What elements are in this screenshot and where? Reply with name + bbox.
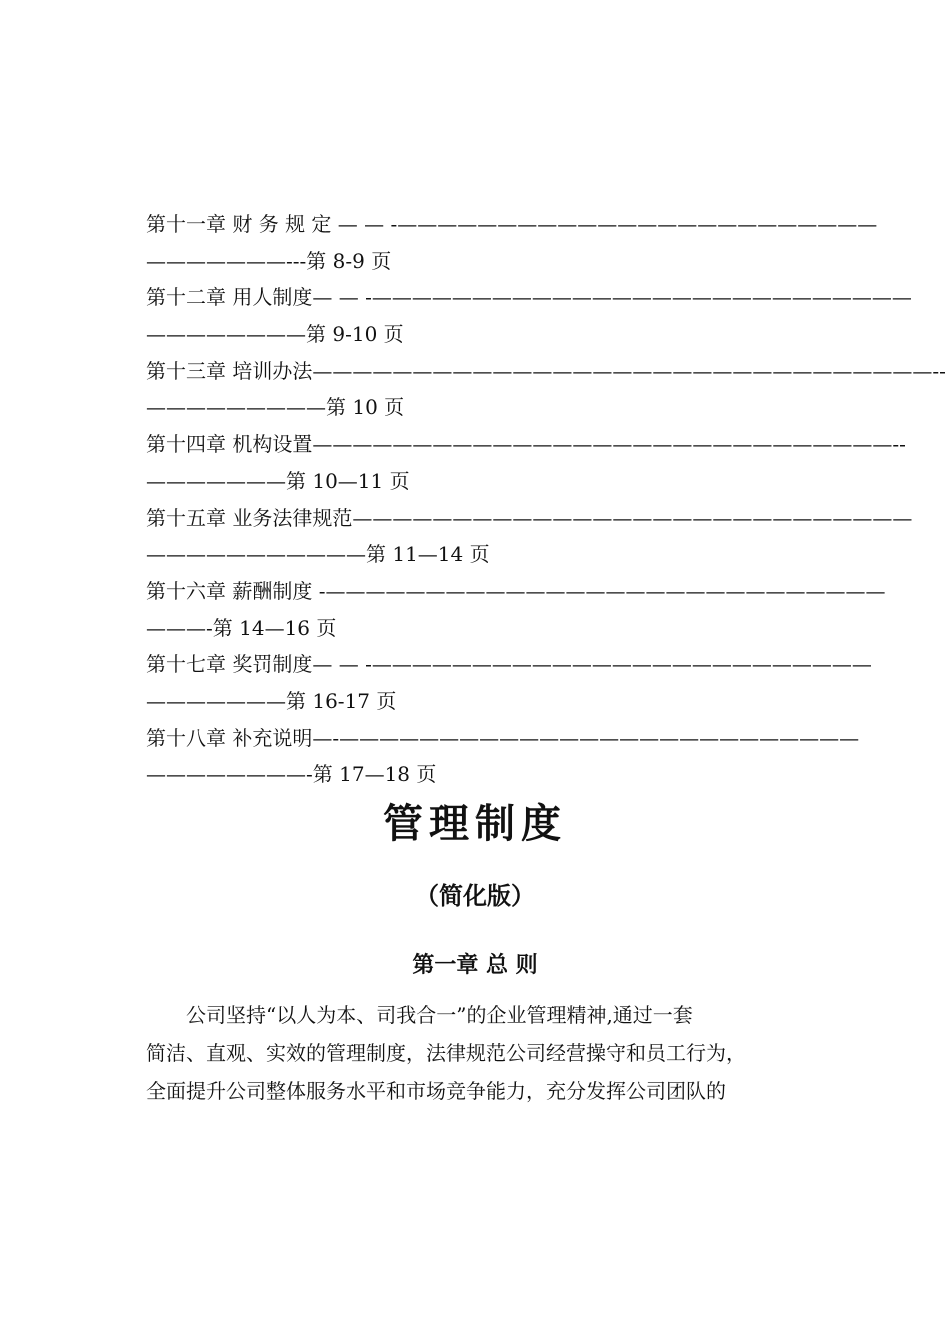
toc-line: 第十七章 奖罚制度— — -————————————————————————— <box>146 652 872 677</box>
toc-line: ————————第 9-10 页 <box>146 322 404 347</box>
toc-line: 第十五章 业务法律规范———————————————————————————— <box>146 505 913 530</box>
document-subtitle: （简化版） <box>415 882 535 910</box>
toc-line: 第十六章 薪酬制度 -———————————————————————————— <box>146 578 886 603</box>
paragraph-line: 全面提升公司整体服务水平和市场竞争能力，充分发挥公司团队的 <box>146 1079 726 1103</box>
toc-line: ———-第 14—16 页 <box>146 615 337 640</box>
toc-line: ———————---第 8-9 页 <box>146 248 392 273</box>
toc-line: —————————第 10 页 <box>146 395 405 420</box>
chapter-body <box>146 996 806 1110</box>
paragraph-line: 公司坚持“以人为本、司我合一”的企业管理精神,通过一套 <box>186 1003 693 1027</box>
toc-line: ———————第 16-17 页 <box>146 688 397 713</box>
paragraph-line: 简洁、直观、实效的管理制度，法律规范公司经营操守和员工行为， <box>146 1041 746 1065</box>
chapter-heading: 第一章 总 则 <box>412 953 538 978</box>
toc-line: 第十二章 用人制度— — -——————————————————————————— <box>146 285 912 310</box>
toc-line: ———————————第 11—14 页 <box>146 542 490 567</box>
toc-line: 第十三章 培训办法———————————————————————————————-- <box>146 358 946 383</box>
toc-line: ————————-第 17—18 页 <box>146 762 437 787</box>
toc-line: ———————第 10—11 页 <box>146 468 410 493</box>
document-title: 管理制度 <box>383 801 567 847</box>
toc-line: 第十四章 机构设置—————————————————————————————-- <box>146 432 906 457</box>
toc-line: 第十一章 财 务 规 定 — — -———————————————————————— <box>146 212 878 236</box>
toc-line: 第十八章 补充说明—-—————————————————————————— <box>146 725 860 750</box>
table-of-contents <box>146 206 946 793</box>
